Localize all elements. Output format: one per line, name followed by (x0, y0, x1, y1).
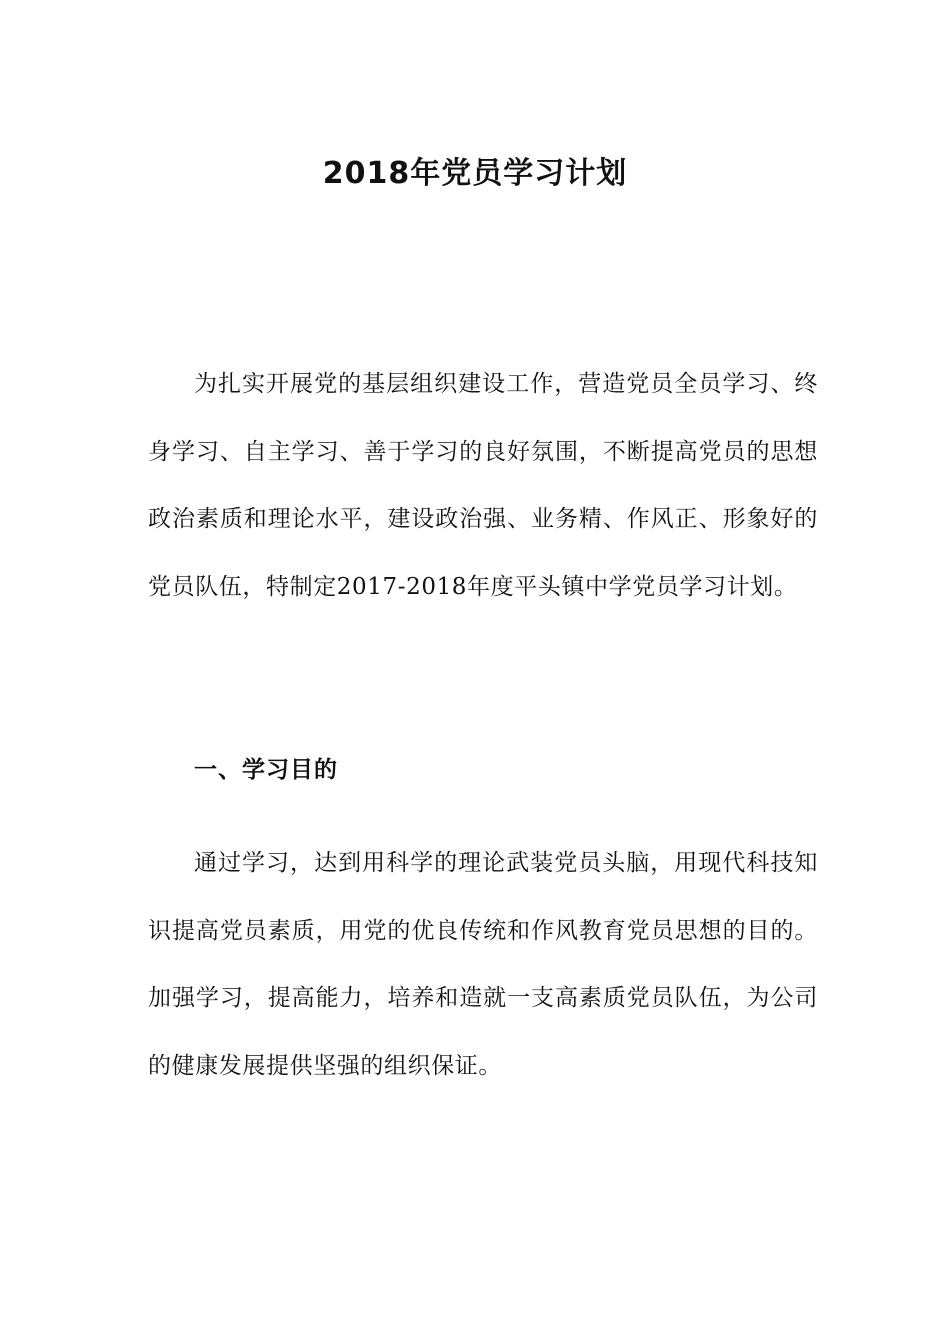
section-heading: 一、学习目的 (194, 757, 338, 783)
document-title: 2018年党员学习计划 (322, 156, 628, 191)
intro-paragraph: 为扎实开展党的基层组织建设工作，营造党员全员学习、终身学习、自主学习、善于学习的良好氛围，不断提高党员的思想政治素质和理论水平，建设政治强、业务精、作风正、形象好的党员队伍，特制定2017-2018年度平头镇中学党员学习计划。 (148, 371, 818, 600)
section-paragraph: 通过学习，达到用科学的理论武装党员头脑，用现代科技知识提高党员素质，用党的优良传统和作风教育党员思想的目的。加强学习，提高能力，培养和造就一支高素质党员队伍，为公司的健康发展提供坚强的组织保证。 (148, 850, 818, 1079)
